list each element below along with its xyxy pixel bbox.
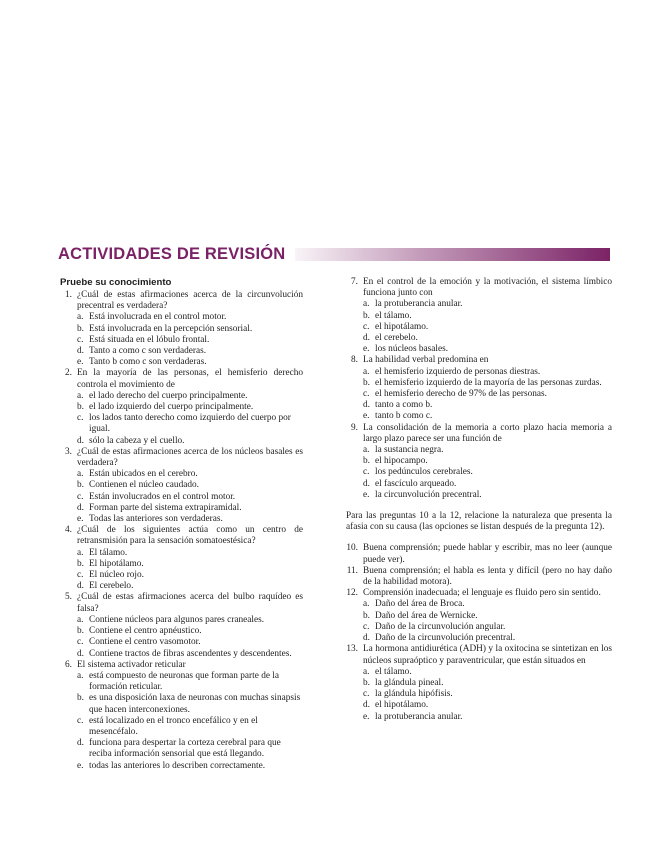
- option-letter: a.: [77, 670, 84, 681]
- option-text: el fascículo arqueado.: [375, 478, 457, 489]
- answer-option: [60, 312, 303, 323]
- question-item: [346, 355, 612, 366]
- question-text: En el control de la emoción y la motivación, el sistema límbico funciona junto con: [363, 277, 612, 299]
- answer-option: [346, 622, 612, 633]
- question-text: Comprensión inadecuada; el lenguaje es fluido pero sin sentido.: [363, 588, 601, 599]
- option-text: tanto b como c.: [375, 411, 433, 422]
- answer-option: [60, 581, 303, 592]
- option-text: Está situada en el lóbulo frontal.: [89, 334, 210, 345]
- header-gradient-bar: [295, 248, 610, 261]
- option-text: la sustancia negra.: [375, 445, 444, 456]
- option-letter: b.: [363, 610, 370, 621]
- answer-option: [346, 479, 612, 490]
- option-letter: d.: [77, 648, 84, 659]
- option-letter: c.: [77, 413, 84, 424]
- option-text: los pedúnculos cerebrales.: [375, 467, 473, 478]
- question-text: Buena comprensión; el habla es lenta y difícil (pero no hay daño de la habilidad motora).: [363, 565, 612, 588]
- option-letter: e.: [363, 411, 370, 422]
- answer-option: [60, 346, 303, 357]
- question-item: [346, 543, 612, 565]
- option-letter: d.: [363, 478, 370, 489]
- option-text: el hemisferio derecho de 97% de las personas.: [375, 389, 547, 400]
- question-item: [60, 447, 303, 469]
- answer-option: [346, 333, 612, 344]
- option-text: Daño del área de Wernicke.: [375, 610, 478, 621]
- answer-option: [346, 700, 612, 711]
- answer-option: [60, 514, 303, 525]
- option-letter: c.: [363, 321, 370, 332]
- option-text: Todas las anteriores son verdaderas.: [89, 514, 223, 525]
- option-text: Tanto a como c son verdaderas.: [89, 346, 207, 357]
- option-text: Daño de la circunvolución angular.: [375, 621, 506, 632]
- option-text: es una disposición laxa de neuronas con muchas sinapsis que hacen interconexiones.: [89, 693, 301, 715]
- answer-option: [60, 357, 303, 368]
- option-letter: c.: [363, 389, 370, 400]
- option-text: Están ubicados en el cerebro.: [89, 469, 198, 480]
- option-letter: d.: [77, 435, 84, 446]
- option-text: está compuesto de neuronas que forman parte de la formación reticular.: [89, 670, 279, 693]
- option-letter: e.: [363, 344, 370, 355]
- option-text: está localizado en el tronco encefálico y en el mesencéfalo.: [89, 715, 258, 737]
- question-text: Buena comprensión; puede hablar y escribir, mas no leer (aunque puede ver).: [363, 543, 612, 565]
- option-text: los núcleos basales.: [375, 344, 449, 355]
- question-list-right-b: [346, 543, 612, 722]
- right-column: [346, 277, 612, 723]
- answer-option: [346, 411, 612, 422]
- question-text: ¿Cuál de estas afirmaciones acerca de los núcleos basales es verdadera?: [77, 446, 303, 469]
- section-header: [58, 242, 610, 266]
- question-number: 1.: [65, 290, 72, 300]
- option-letter: a.: [363, 366, 370, 377]
- option-text: funciona para despertar la corteza cerebral para que reciba información sensorial que está llegando.: [89, 738, 281, 760]
- answer-option: [60, 402, 303, 413]
- answer-option: [60, 492, 303, 503]
- option-text: Contiene tractos de fibras ascendentes y descendentes.: [89, 648, 292, 659]
- option-letter: e.: [77, 357, 84, 368]
- option-letter: b.: [77, 558, 84, 569]
- option-letter: a.: [363, 599, 370, 610]
- answer-option: [346, 445, 612, 456]
- option-text: Forman parte del sistema extrapiramidal.: [89, 502, 242, 513]
- question-number: 9.: [351, 422, 358, 433]
- option-letter: a.: [77, 390, 84, 401]
- answer-option: [60, 503, 303, 514]
- question-list-left: [60, 290, 303, 772]
- question-item: [60, 660, 303, 671]
- answer-option: [346, 299, 612, 310]
- option-text: Daño del área de Broca.: [375, 599, 465, 610]
- option-letter: c.: [77, 334, 84, 345]
- option-letter: c.: [363, 467, 370, 478]
- question-number: 8.: [351, 355, 358, 366]
- option-text: Contiene el centro apnéustico.: [89, 626, 202, 637]
- answer-option: [346, 467, 612, 478]
- question-item: [60, 592, 303, 614]
- question-item: [346, 277, 612, 299]
- option-letter: b.: [77, 480, 84, 491]
- option-text: el hemisferio izquierdo de la mayoría de las personas zurdas.: [375, 377, 602, 388]
- answer-option: [346, 633, 612, 644]
- answer-option: [60, 671, 303, 693]
- question-number: 5.: [65, 592, 72, 603]
- option-text: el hemisferio izquierdo de personas diestras.: [375, 366, 541, 377]
- question-text: ¿Cuál de estas afirmaciones acerca del bulbo raquídeo es falsa?: [77, 592, 303, 614]
- answer-option: [60, 761, 303, 772]
- option-text: Contiene el centro vasomotor.: [89, 637, 201, 648]
- option-text: los lados tanto derecho como izquierdo del cuerpo por igual.: [89, 413, 291, 435]
- question-item: [60, 290, 303, 312]
- answer-option: [346, 344, 612, 355]
- answer-option: [60, 335, 303, 346]
- option-text: la glándula hipófisis.: [375, 689, 453, 700]
- question-number: 3.: [65, 446, 72, 457]
- answer-option: [346, 678, 612, 689]
- option-text: sólo la cabeza y el cuello.: [89, 435, 185, 446]
- option-text: El tálamo.: [89, 547, 128, 558]
- option-letter: a.: [363, 299, 370, 310]
- answer-option: [60, 693, 303, 715]
- option-letter: a.: [77, 312, 84, 323]
- option-text: El cerebelo.: [89, 581, 134, 592]
- answer-option: [346, 712, 612, 723]
- option-text: la protuberancia anular.: [375, 711, 463, 722]
- question-text: El sistema activador reticular: [77, 659, 186, 670]
- answer-option: [60, 615, 303, 626]
- left-column: [60, 277, 303, 772]
- question-number: 11.: [346, 565, 358, 576]
- option-letter: e.: [77, 514, 84, 525]
- answer-option: [60, 738, 303, 760]
- question-item: [60, 525, 303, 547]
- option-letter: a.: [363, 445, 370, 456]
- option-letter: e.: [363, 489, 370, 500]
- option-text: el tálamo.: [375, 666, 412, 677]
- option-letter: d.: [363, 400, 370, 411]
- option-letter: c.: [77, 570, 84, 581]
- question-item: [60, 368, 303, 390]
- option-text: tanto a como b.: [375, 400, 433, 411]
- question-text: La habilidad verbal predomina en: [363, 355, 489, 366]
- answer-option: [60, 649, 303, 660]
- option-letter: b.: [77, 323, 84, 334]
- answer-option: [60, 480, 303, 491]
- question-item: [346, 423, 612, 445]
- option-letter: b.: [363, 677, 370, 688]
- option-letter: c.: [77, 715, 84, 726]
- option-letter: c.: [77, 637, 84, 648]
- answer-option: [346, 367, 612, 378]
- option-letter: d.: [363, 633, 370, 644]
- option-text: el lado izquierdo del cuerpo principalmente.: [89, 402, 254, 413]
- answer-option: [60, 559, 303, 570]
- answer-option: [60, 436, 303, 447]
- answer-option: [60, 413, 303, 435]
- answer-option: [60, 716, 303, 738]
- option-text: el hipotálamo.: [375, 321, 429, 332]
- option-text: el hipocampo.: [375, 456, 428, 467]
- option-letter: d.: [363, 700, 370, 711]
- answer-option: [346, 599, 612, 610]
- question-item: [346, 644, 612, 666]
- answer-option: [346, 389, 612, 400]
- option-text: Está involucrada en la percepción sensorial.: [89, 323, 253, 334]
- page-title: ACTIVIDADES DE REVISIÓN: [58, 244, 286, 263]
- answer-option: [346, 490, 612, 501]
- option-text: Contiene núcleos para algunos pares craneales.: [89, 614, 265, 625]
- option-letter: b.: [77, 693, 84, 704]
- option-letter: a.: [77, 614, 84, 625]
- option-text: Tanto b como c son verdaderas.: [89, 357, 207, 368]
- option-letter: b.: [363, 456, 370, 467]
- option-letter: a.: [77, 469, 84, 480]
- option-letter: b.: [77, 626, 84, 637]
- option-text: el tálamo.: [375, 310, 412, 321]
- answer-option: [60, 626, 303, 637]
- question-text: ¿Cuál de estas afirmaciones acerca de la circunvolución precentral es verdadera?: [77, 290, 303, 312]
- question-item: [346, 588, 612, 599]
- question-text: ¿Cuál de los siguientes actúa como un centro de retransmisión para la sensación somatoestésica?: [77, 525, 303, 547]
- answer-option: [60, 391, 303, 402]
- option-text: Están involucrados en el control motor.: [89, 491, 236, 502]
- option-letter: e.: [77, 760, 84, 771]
- option-text: Daño de la circunvolución precentral.: [375, 633, 516, 644]
- section-title: Pruebe su conocimiento: [60, 277, 172, 288]
- option-letter: c.: [363, 621, 370, 632]
- option-text: el cerebelo.: [375, 333, 418, 344]
- option-text: el hipotálamo.: [375, 700, 429, 711]
- option-letter: b.: [77, 402, 84, 413]
- option-letter: d.: [363, 333, 370, 344]
- answer-option: [346, 689, 612, 700]
- option-letter: d.: [77, 346, 84, 357]
- answer-option: [346, 400, 612, 411]
- answer-option: [60, 570, 303, 581]
- option-letter: a.: [77, 547, 84, 558]
- option-letter: a.: [363, 666, 370, 677]
- answer-option: [346, 611, 612, 622]
- option-text: la protuberancia anular.: [375, 299, 463, 310]
- answer-option: [60, 548, 303, 559]
- question-number: 4.: [65, 525, 72, 536]
- option-letter: e.: [363, 711, 370, 722]
- option-text: el lado derecho del cuerpo principalmente.: [89, 390, 248, 401]
- question-text: La consolidación de la memoria a corto plazo hacia memoria a largo plazo parece ser una función de: [363, 422, 612, 444]
- answer-option: [346, 456, 612, 467]
- answer-option: [60, 637, 303, 648]
- question-item: [346, 566, 612, 588]
- option-text: El hipotálamo.: [89, 558, 144, 569]
- option-letter: d.: [77, 581, 84, 592]
- option-letter: c.: [363, 689, 370, 700]
- question-number: 12.: [346, 588, 358, 599]
- answer-option: [346, 311, 612, 322]
- option-text: El núcleo rojo.: [89, 570, 144, 581]
- question-number: 10.: [346, 543, 358, 554]
- option-letter: b.: [363, 310, 370, 321]
- answer-option: [346, 378, 612, 389]
- matching-instructions: Para las preguntas 10 a la 12, relacione la naturaleza que presenta la afasia con su causa (las opciones se listan después de la pregunta 12).: [346, 511, 612, 533]
- option-text: la glándula pineal.: [375, 677, 444, 688]
- question-text: En la mayoría de las personas, el hemisferio derecho controla el movimiento de: [77, 368, 303, 390]
- question-number: 13.: [346, 644, 358, 655]
- question-list-right-a: [346, 277, 612, 501]
- answer-option: [60, 324, 303, 335]
- option-text: todas las anteriores lo describen correctamente.: [89, 760, 266, 771]
- option-letter: d.: [77, 738, 84, 749]
- option-text: la circunvolución precentral.: [375, 489, 482, 500]
- question-number: 7.: [351, 277, 358, 287]
- question-number: 6.: [65, 659, 72, 670]
- answer-option: [346, 322, 612, 333]
- answer-option: [346, 667, 612, 678]
- option-letter: b.: [363, 377, 370, 388]
- option-text: Está involucrada en el control motor.: [89, 312, 227, 323]
- question-text: La hormona antidiurética (ADH) y la oxitocina se sintetizan en los núcleos supraóptico y paraventricular, que están situados en: [363, 644, 612, 666]
- answer-option: [60, 469, 303, 480]
- option-letter: c.: [77, 491, 84, 502]
- option-letter: d.: [77, 502, 84, 513]
- question-number: 2.: [65, 368, 72, 379]
- option-text: Contienen el núcleo caudado.: [89, 480, 199, 491]
